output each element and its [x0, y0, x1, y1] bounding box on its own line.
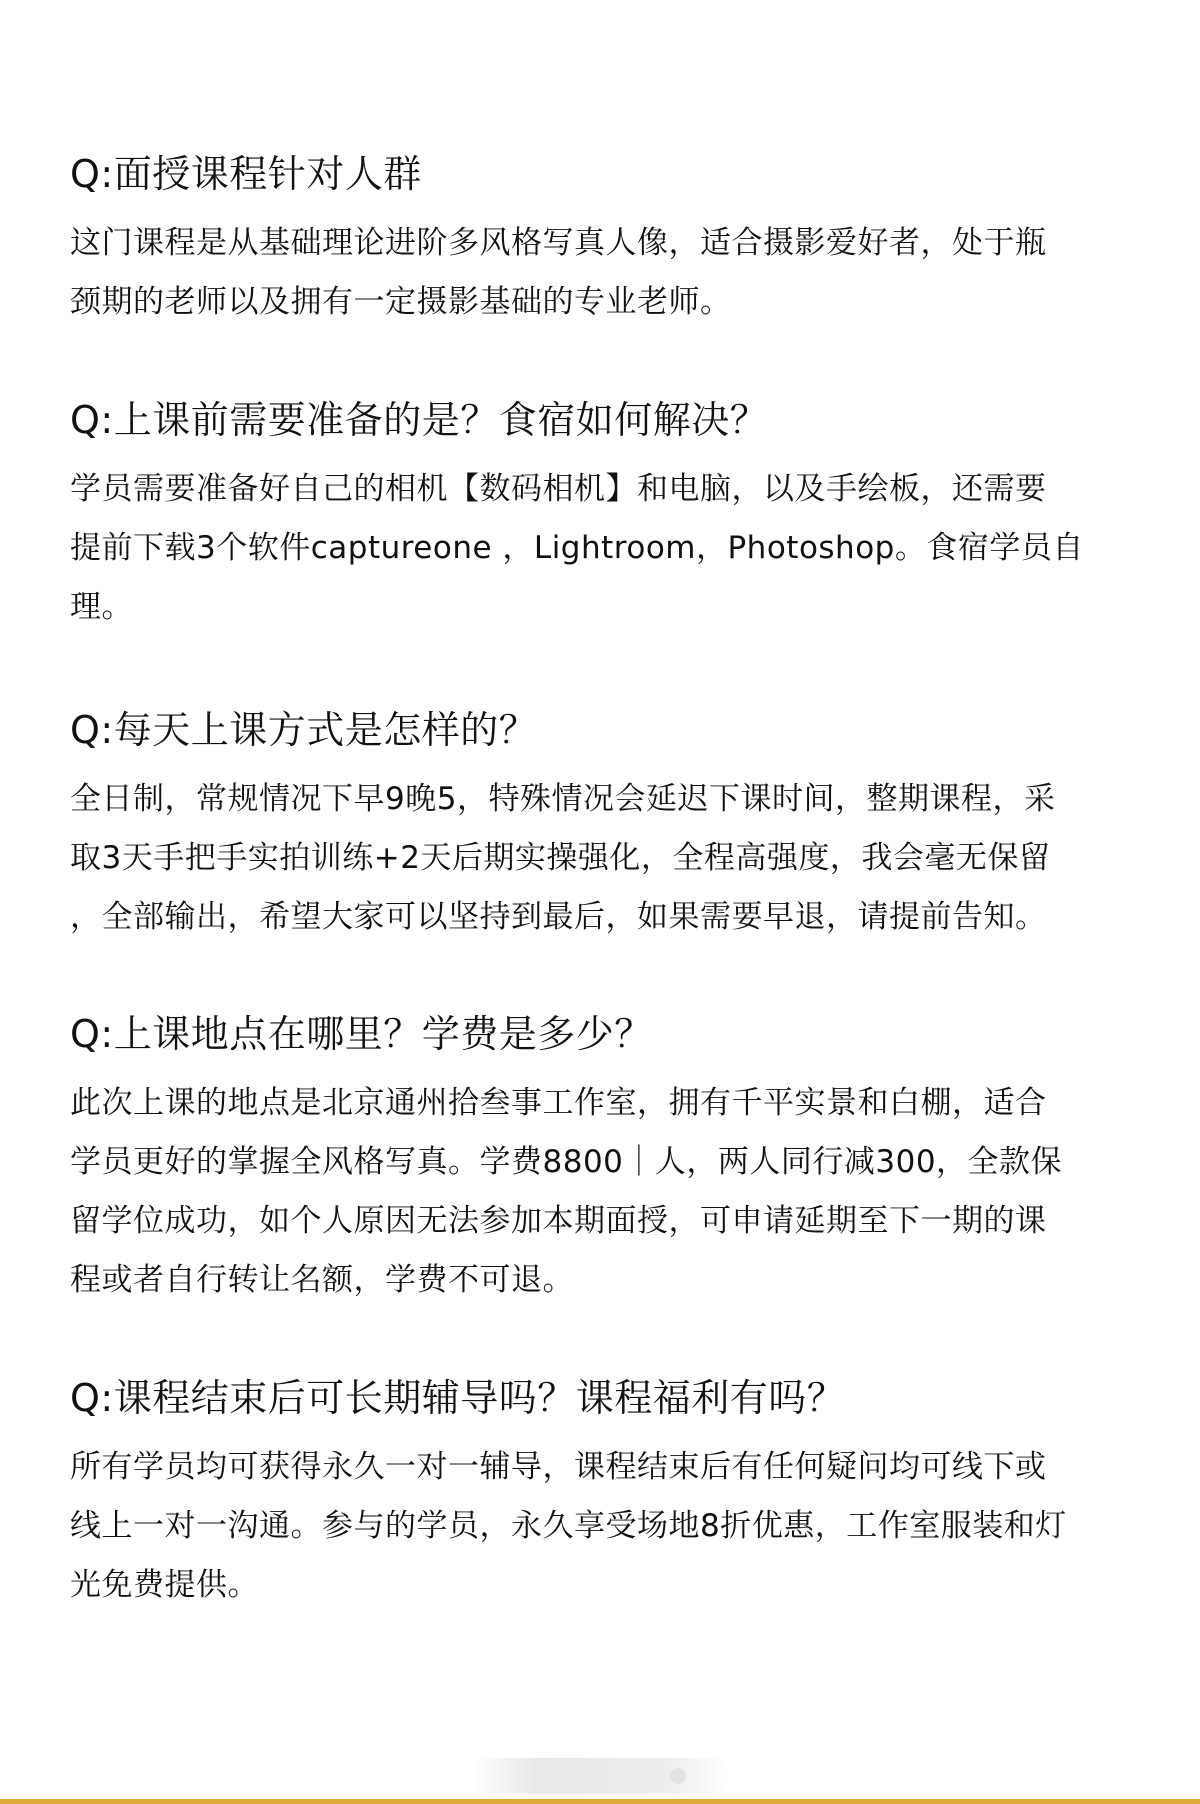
faq-answer-line: 线上一对一沟通。参与的学员，永久享受场地8折优惠，工作室服装和灯 — [70, 1508, 1067, 1544]
watermark — [470, 1758, 730, 1794]
faq-item-daily-schedule — [70, 704, 1130, 947]
faq-item-after-course-support — [70, 1372, 1130, 1615]
watermark-logo-icon — [670, 1768, 686, 1784]
faq-answer-line: 理。 — [70, 589, 133, 625]
bottom-accent-bar — [0, 1799, 1200, 1804]
faq-answer — [70, 770, 1130, 947]
faq-answer-line: 留学位成功，如个人原因无法参加本期面授，可申请延期至下一期的课 — [70, 1203, 1047, 1239]
faq-question: Q:上课地点在哪里？学费是多少？ — [70, 1012, 653, 1056]
faq-question: Q:面授课程针对人群 — [70, 152, 422, 196]
faq-question: Q:课程结束后可长期辅导吗？课程福利有吗？ — [70, 1376, 846, 1420]
faq-answer-line: 光免费提供。 — [70, 1567, 259, 1603]
faq-answer-line: 取3天手把手实拍训练+2天后期实操强化，全程高强度，我会毫无保留 — [70, 840, 1051, 876]
faq-answer — [70, 1074, 1130, 1310]
faq-item-location-fee — [70, 1008, 1130, 1310]
faq-answer-line: 提前下载3个软件captureone ，Lightroom，Photoshop。食宿学员自 — [70, 530, 1084, 566]
faq-answer — [70, 1438, 1130, 1615]
faq-item-target-audience — [70, 148, 1130, 332]
faq-question: Q:上课前需要准备的是？食宿如何解决？ — [70, 398, 769, 442]
faq-answer-line: ，全部输出，希望大家可以坚持到最后，如果需要早退，请提前告知。 — [70, 899, 1047, 935]
faq-answer-line: 颈期的老师以及拥有一定摄影基础的专业老师。 — [70, 284, 732, 320]
faq-answer — [70, 460, 1130, 637]
faq-answer-line: 程或者自行转让名额，学费不可退。 — [70, 1262, 574, 1298]
faq-answer-line: 这门课程是从基础理论进阶多风格写真人像，适合摄影爱好者，处于瓶 — [70, 225, 1047, 261]
faq-answer-line: 全日制，常规情况下早9晚5，特殊情况会延迟下课时间，整期课程，采 — [70, 781, 1056, 817]
faq-item-preparation — [70, 394, 1130, 637]
faq-answer-line: 所有学员均可获得永久一对一辅导，课程结束后有任何疑问均可线下或 — [70, 1449, 1047, 1485]
faq-question: Q:每天上课方式是怎样的？ — [70, 708, 538, 752]
faq-answer-line: 此次上课的地点是北京通州拾叁事工作室，拥有千平实景和白棚，适合 — [70, 1085, 1047, 1121]
faq-answer — [70, 214, 1130, 332]
faq-answer-line: 学员需要准备好自己的相机【数码相机】和电脑，以及手绘板，还需要 — [70, 471, 1047, 507]
faq-answer-line: 学员更好的掌握全风格写真。学费8800｜人，两人同行减300，全款保 — [70, 1144, 1063, 1180]
